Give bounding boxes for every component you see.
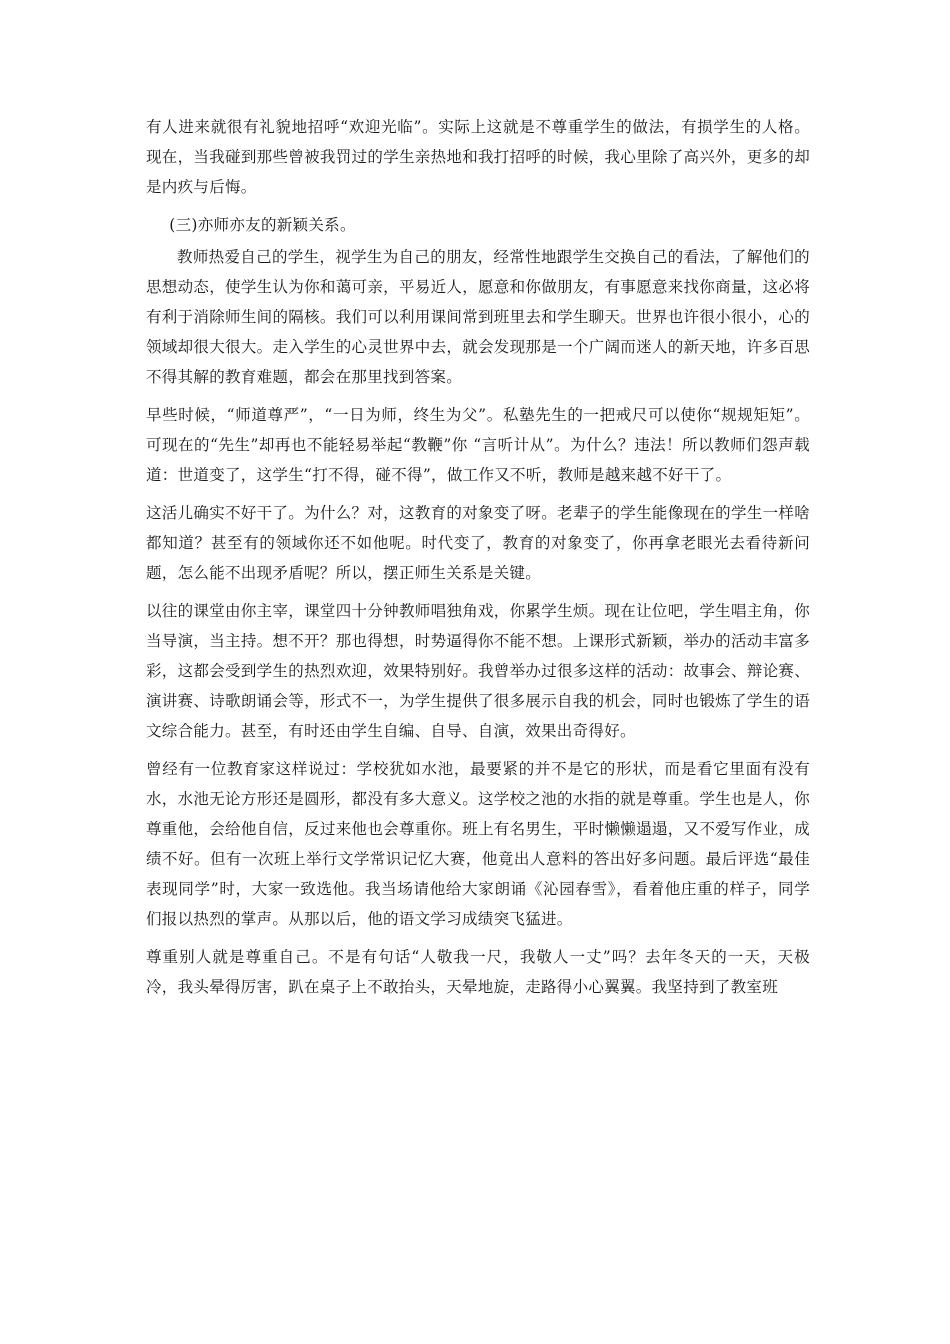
paragraph-2: 教师热爱自己的学生，视学生为自己的朋友，经常性地跟学生交换自己的看法，了解他们的思想动态，使学生认为你和蔼可亲，平易近人，愿意和你做朋友，有事愿意来找你商量，这必将有利于消除师生间的隔核。我们可以利用课间常到班里去和学生聊天。世界也许很小很小，心的领域却很大很大。走入学生的心灵世界中去，就会发现那是一个广阔而迷人的新天地，许多百思不得其解的教育难题，都会在那里找到答案。 xyxy=(146,248,810,386)
section-heading-3: (三)亦师亦友的新颖关系。 xyxy=(169,216,356,234)
paragraph-5: 以往的课堂由你主宰，课堂四十分钟教师唱独角戏，你累学生烦。现在让位吧，学生唱主角，你当导演，当主持。想不开？那也得想，时势逼得你不能不想。上课形式新颖，举办的活动丰富多彩，这都会受到学生的热烈欢迎，效果特别好。我曾举办过很多这样的活动：故事会、辩论赛、演讲赛、诗歌朗诵会等，形式不一，为学生提供了很多展示自我的机会，同时也锻炼了学生的语文综合能力。甚至，有时还由学生自编、自导、自演，效果出奇得好。 xyxy=(146,602,810,740)
paragraph-7: 尊重别人就是尊重自己。不是有句话“人敬我一尺，我敬人一丈”吗？去年冬天的一天，天极冷，我头晕得厉害，趴在桌子上不敢抬头，天晕地旋，走路得小心翼翼。我坚持到了教室班 xyxy=(146,948,810,996)
paragraph-1: 有人进来就很有礼貌地招呼“欢迎光临”。实际上这就是不尊重学生的做法，有损学生的人格。现在，当我碰到那些曾被我罚过的学生亲热地和我打招呼的时候，我心里除了高兴外，更多的却是内疚与后悔。 xyxy=(146,118,810,196)
document-page xyxy=(146,112,810,1010)
paragraph-6: 曾经有一位教育家这样说过：学校犹如水池，最要紧的并不是它的形状，而是看它里面有没有水，水池无论方形还是圆形，都没有多大意义。这学校之池的水指的就是尊重。学生也是人，你尊重他，会给他自信，反过来他也会尊重你。班上有名男生，平时懒懒遢遢，又不爱写作业，成绩不好。但有一次班上举行文学常识记忆大赛，他竟出人意料的答出好多问题。最后评选“最佳表现同学”时，大家一致选他。我当场请他给大家朗诵《沁园春雪》，看着他庄重的样子，同学们报以热烈的掌声。从那以后，他的语文学习成绩突飞猛进。 xyxy=(146,760,810,928)
paragraph-3: 早些时候，“师道尊严”，“一日为师，终生为父”。私塾先生的一把戒尺可以使你“规规矩矩”。可现在的“先生”却再也不能轻易举起“教鞭”你 “言听计从”。为什么？违法！所以教师们怨声载道：世道变了，这学生“打不得，碰不得”，做工作又不听，教师是越来越不好干了。 xyxy=(146,406,810,484)
paragraph-4: 这活儿确实不好干了。为什么？对，这教育的对象变了呀。老辈子的学生能像现在的学生一样啥都知道？甚至有的领域你还不如他呢。时代变了，教育的对象变了，你再拿老眼光去看待新问题，怎么能不出现矛盾呢？所以，摆正师生关系是关键。 xyxy=(146,504,810,582)
